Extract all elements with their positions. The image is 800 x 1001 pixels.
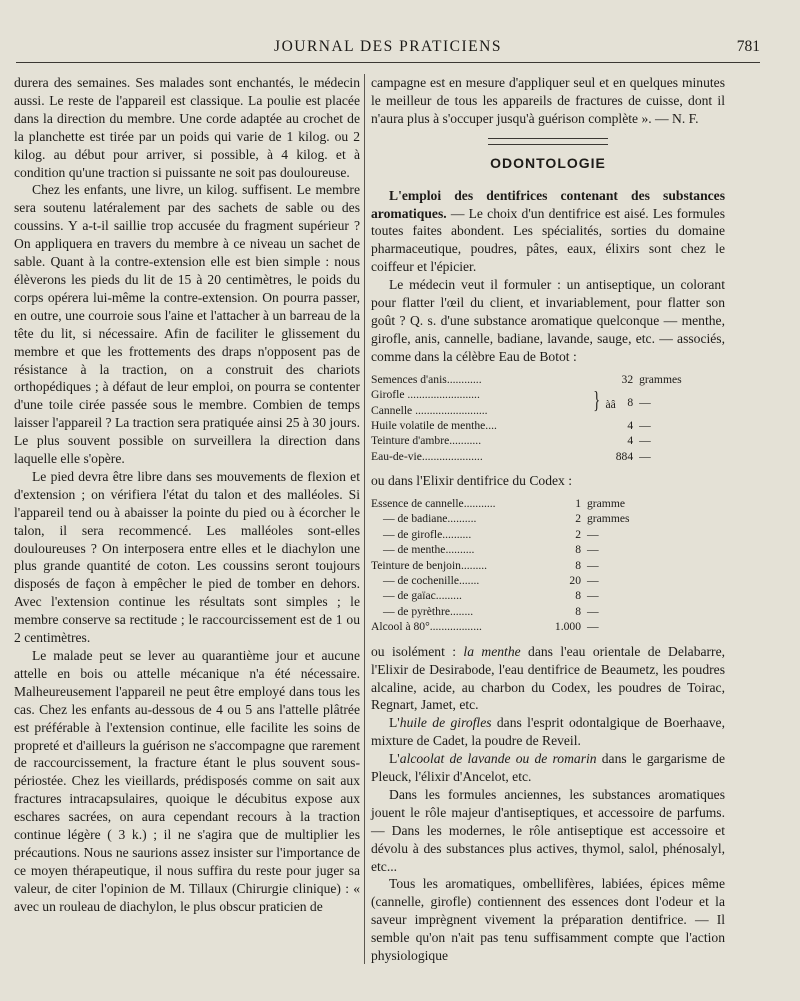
quantity: 2 — [575, 512, 581, 526]
paragraph: Le malade peut se lever au quarantième jour et aucune attelle en bois ou attelle mécanique n'a été nécessaire. Malheureusement l'appareil ne peut être employé dans tous les cas. Chez les enfants au-dessous de 4 ou 5 ans l'attelle plâtrée est préférable à l'extension continue, elle facilite les soins de propreté et d'ailleurs la guérison ne s'accompagne que rarement de raccourcissement, la fracture étant le plus souvent sous-périostée. Chez les vieillards, prédisposés comme on sait aux fractures intracapsulaires, quoique le décubitus expose aux eschares sacrées, on aura cependant recours à la traction continue légère ( 3 k.) ; il ne s'agira que de multiplier les précautions. Nous ne saurions assez insister sur l'importance de ce moyen thérapeutique, il nous suffira du reste pour juger sa valeur, de citer l'opinion de M. Tillaux (Chirurgie clinique) : « avec un rouleau de diachylon, le plus obscur praticien de — [14, 648, 360, 914]
ingredient: — de cochenille....... — [383, 574, 480, 588]
unit: — — [639, 434, 651, 448]
ingredient: Eau-de-vie..................... — [371, 449, 483, 463]
continuation-paragraph: campagne est en mesure d'appliquer seul et en quelques minutes le meilleur de tous les appareils de fractures de cuisse, dont il n'aura plus à s'occuper jusqu'à guérison complète ». — N. F. — [371, 75, 725, 126]
column-divider — [364, 74, 365, 964]
emphasis: huile de girofles — [399, 715, 492, 731]
unit: — — [639, 418, 651, 432]
ingredient: Teinture d'ambre........... — [371, 434, 482, 448]
text-run: dans l'esprit odontalgique de Boerhaave, mixture de Cadet, la poudre de Reveil. — [371, 715, 725, 749]
codex-elixir-recipe — [371, 496, 630, 635]
ingredient: Huile volatile de menthe.... — [371, 418, 497, 432]
paragraph: Tous les aromatiques, ombellifères, labiées, épices même (cannelle, girofle) contiennent des essences dont l'odeur et la saveur imprègnent vivement la préparation dentifrice. — Il semble qu'on n'ait pas tenu suffisamment compte que l'action physiologique — [371, 876, 725, 964]
quantity: 20 — [569, 574, 581, 588]
quantity: 8 — [627, 395, 634, 409]
text-run: dans le gargarisme de Pleuck, l'élixir d'Ancelot, etc. — [371, 751, 726, 785]
unit: gramme — [587, 497, 625, 511]
emphasis: la menthe — [463, 643, 521, 659]
section-heading: ODONTOLOGIE — [490, 154, 606, 171]
ingredient: Teinture de benjoin......... — [371, 558, 488, 572]
left-column — [14, 74, 360, 916]
paragraph — [371, 643, 725, 715]
recipe-row — [371, 511, 630, 526]
unit: — — [587, 589, 599, 603]
paragraph: durera des semaines. Ses malades sont enchantés, le médecin aussi. Le reste de l'appareil est classique. La poulie est placée dans la direction du membre. Une corde adaptée au crochet de la planchette est tirée par un poids qui varie de 1 kilog. ou 2 kilog. au début pour arriver, si possible, à 4 kilog. et à condition qu'une traction si puissante ne soit pas douloureuse. — [14, 75, 360, 180]
paragraph: Chez les enfants, une livre, un kilog. suffisent. Le membre sera soutenu latéralement par des sachets de sable ou des coussins. Y a-t-il saillie trop accusée du fragment supérieur ? On appliquera en travers du membre à ce niveau un sachet de sable. Quant à la contre-extension elle est bien simple : nous élèverons les pieds du lit de 15 à 20 centimètres, le poids du corps opérera lui-même la contre-extension. On pourra passer, en outre, une courroie sous l'aine et l'attacher à un barreau de la tête du lit, si nécessaire. Afin de faciliter le glissement du membre et que les frottements des draps n'opposent pas de résistance à la traction, on a construit des chariots orthopédiques ; à défaut de leur emploi, on pourra se contenter d'une toile cirée passée sous le membre. Combien de temps laisser l'appareil ? La traction sera pratiquée ainsi 25 à 30 jours. Le plus souvent possible on surveillera la direction dans laquelle elle s'opère. — [14, 182, 360, 467]
paragraph: Le médecin veut il formuler : un antiseptique, un colorant pour flatter l'œil du client, et invariablement, pour flatter son goût ? Q. s. d'une substance aromatique quelconque — menthe, girofle, anis, cannelle, badiane, lavande, sauge, etc. — associés, comme dans la célèbre Eau de Botot : — [371, 277, 725, 364]
article-intro — [371, 187, 725, 277]
paragraph — [371, 750, 725, 786]
recipe-row — [371, 449, 682, 464]
ingredient: Cannelle ......................... — [371, 403, 488, 417]
unit: — — [639, 449, 651, 463]
journal-title: JOURNAL DES PRATICIENS — [274, 38, 502, 55]
quantity: 8 — [575, 543, 581, 557]
quantity: 4 — [627, 418, 634, 432]
right-column — [371, 74, 725, 965]
ingredient: — de girofle.......... — [383, 527, 472, 541]
brace-group — [591, 387, 616, 418]
recipe-row — [371, 573, 630, 588]
quantity: 8 — [575, 558, 581, 572]
emphasis: alcoolat de lavande ou de romarin — [399, 751, 597, 767]
eau-de-botot-recipe — [371, 372, 682, 464]
unit: — — [587, 604, 599, 618]
codex-intro: ou dans l'Elixir dentifrice du Codex : — [371, 473, 573, 489]
ingredient: Essence de cannelle........... — [371, 497, 496, 511]
recipe-row — [371, 604, 630, 619]
unit: — — [587, 574, 599, 588]
ingredient: Alcool à 80°.................. — [371, 620, 482, 634]
quantity: 8 — [575, 589, 581, 603]
unit: — — [587, 543, 599, 557]
recipe-row — [371, 619, 630, 634]
ingredient: — de pyrèthre........ — [383, 604, 474, 618]
recipe-row — [371, 527, 630, 542]
recipe-row — [371, 588, 630, 603]
text-run: L' — [389, 751, 400, 767]
brace-label: àâ — [605, 398, 616, 412]
unit: grammes — [639, 372, 682, 386]
recipe-row — [371, 496, 630, 511]
quantity: 32 — [621, 372, 634, 386]
article-intro-text: — Le choix d'un dentifrice est aisé. Les formules toutes faites abondent. Les spécialités, sorties du domaine pharmaceutique, poudres, pâtes, eaux, élixirs sont chez le coiffeur et l'épicier. — [371, 205, 725, 275]
quantity: 2 — [575, 527, 581, 541]
unit: — — [587, 620, 599, 634]
paragraph — [371, 714, 725, 750]
article-title: L'emploi des dentifrices contenant des substances aromatiques. — [371, 187, 725, 221]
unit: grammes — [587, 512, 630, 526]
running-header — [16, 36, 760, 63]
recipe-row — [371, 542, 630, 557]
quantity: 4 — [627, 434, 634, 448]
ingredient: — de badiane.......... — [383, 512, 477, 526]
unit: — — [639, 395, 651, 409]
quantity: 1.000 — [554, 620, 581, 634]
ingredient: Semences d'anis............ — [371, 372, 482, 386]
ingredient: — de gaïac......... — [383, 589, 462, 603]
text-run: dans l'eau orientale de Delabarre, l'Elixir de Desirabode, l'eau dentifrice de Beaumetz, les poudres alcaline, acide, au charbon du Codex, les poudres de Toirac, Regnart, Jamet, etc. — [371, 643, 726, 713]
text-run: L' — [389, 715, 400, 731]
paragraph: Le pied devra être libre dans ses mouvements de flexion et d'extension ; on vérifiera l'état du talon et des malléoles. Si l'appareil tend ou à abaisser la pointe du pied ou à écorcher le talon, il sera recommencé. Les malléoles sont-elles douloureuses ? On interposera entre elles et le diachylon une plus grande quantité de coton. Les coussins seront toujours disposés de façon à empêcher le pied de tomber en dehors. Avec l'extension continue les résultats sont simples ; le membre conserve sa rectitude ; le raccourcissement est de 1 ou 2 centimètres. — [14, 468, 360, 646]
unit: — — [587, 527, 599, 541]
decorative-rule — [488, 138, 608, 145]
ingredient: — de menthe.......... — [383, 543, 475, 557]
recipe-row — [371, 372, 682, 387]
ingredient: Girofle ......................... — [371, 388, 480, 402]
quantity: 884 — [615, 449, 634, 463]
quantity: 1 — [575, 497, 581, 511]
recipe-row — [371, 387, 682, 402]
quantity: 8 — [575, 604, 581, 618]
text-run: ou isolément : — [371, 643, 464, 659]
recipe-row — [371, 433, 682, 448]
unit: — — [587, 558, 599, 572]
page-number: 781 — [736, 38, 760, 55]
brace-icon: } — [593, 388, 601, 415]
recipe-row — [371, 558, 630, 573]
paragraph: Dans les formules anciennes, les substances aromatiques jouent le rôle majeur d'antiseptiques, et accessoire de parfums. — Dans les modernes, le rôle antiseptique est accessoire et dévolu à des substances plus actives, thymol, salol, phénosalyl, etc... — [371, 786, 725, 874]
recipe-row — [371, 418, 682, 433]
